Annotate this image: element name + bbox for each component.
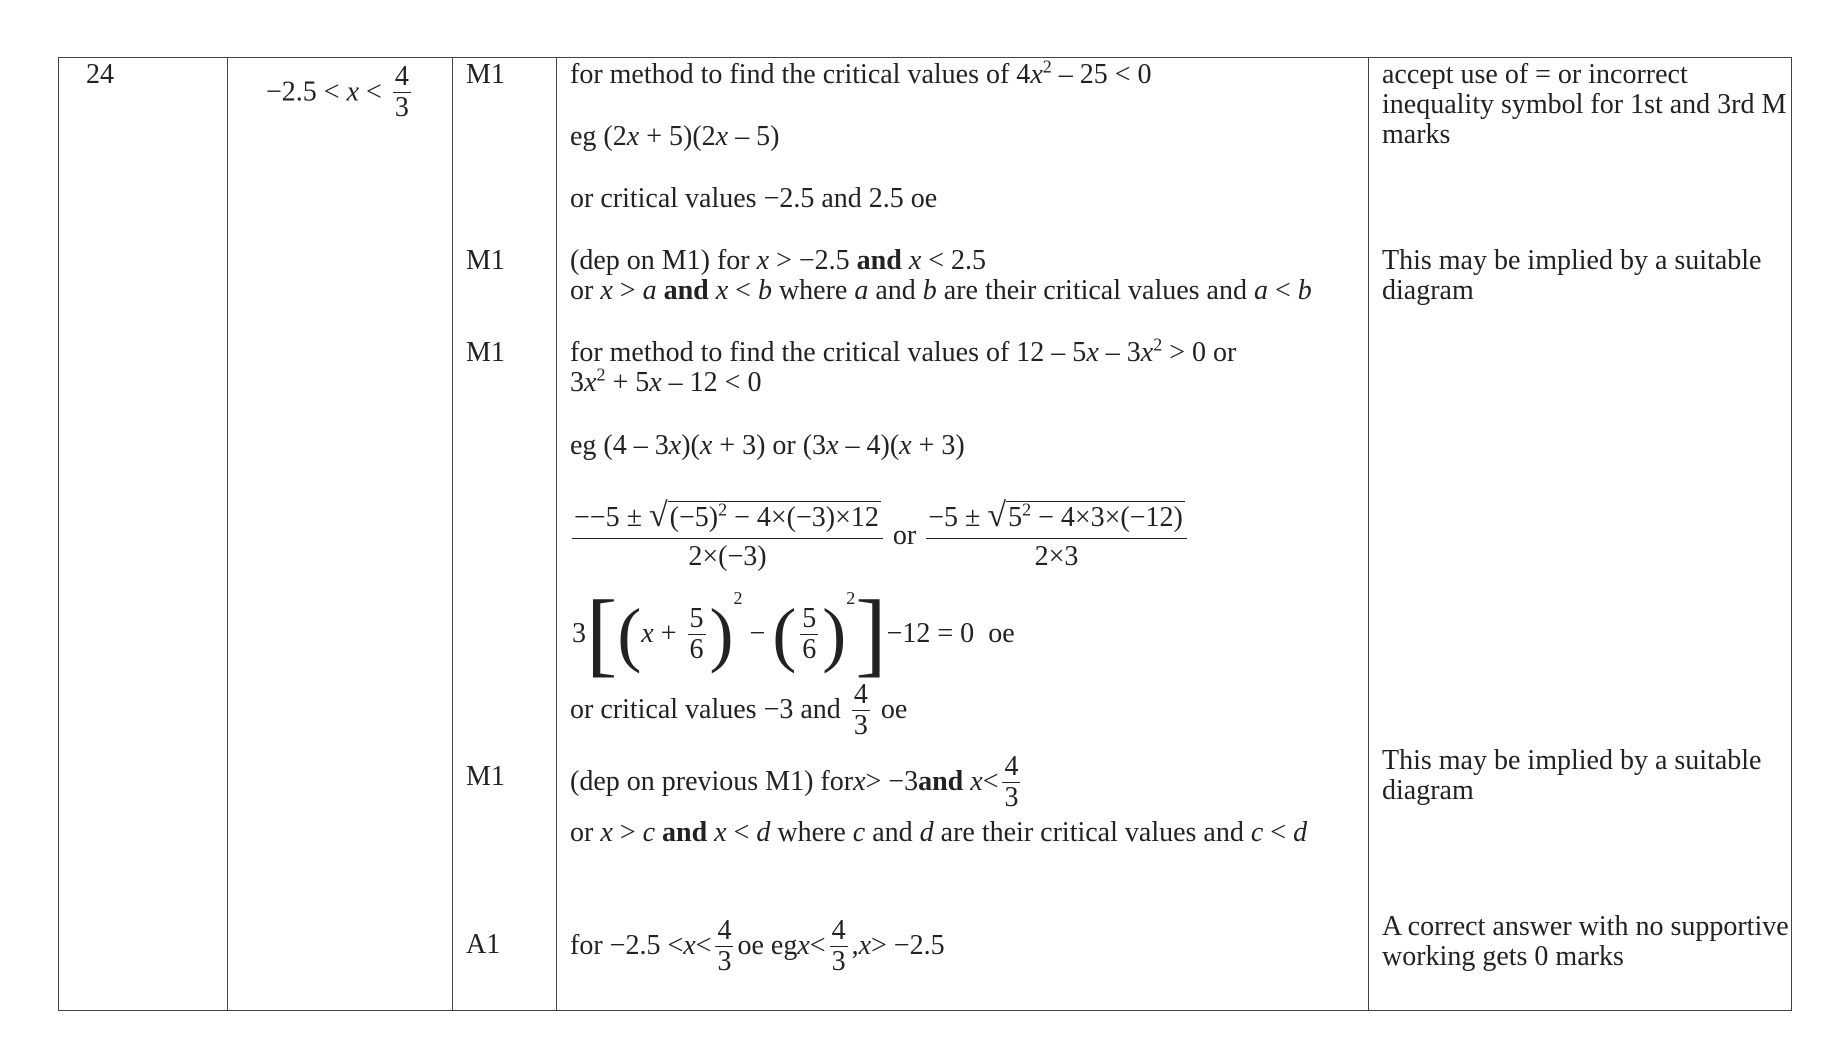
mark-code: A1 (466, 929, 501, 960)
quadratic-formula-working: $\frac{--5 \pm √(-5)^2 - 4\times(-3)\times 12}{2\times(-3)}$ or $\frac{-5 \pm √5^2 - 4\times 3\times(-12)}{2\times 3}$ (572, 498, 1187, 574)
mark-code: M1 (466, 59, 505, 90)
question-number: 24 (86, 59, 114, 90)
answer: −2.5 < x < $\frac{4}{3}$ (266, 61, 409, 123)
column-divider (1368, 57, 1369, 1011)
final-answer-text: for −2.5 < x < $\frac{4}{3}$ oe eg x < $\frac{4}{3}$ , x > −2.5 (570, 914, 945, 977)
method-text: (dep on M1) for x > −2.5 and x < 2.5 (570, 245, 987, 276)
method-text: for method to find the critical values of $4x^2 - 25 < 0$ (570, 56, 1152, 90)
method-text: (dep on previous M1) for x > −3 and x < $\frac{4}{3}$ (570, 750, 1019, 813)
mark-code: M1 (466, 761, 505, 792)
column-divider (556, 57, 557, 1011)
completing-square-working: 3 [ ( x + $\frac{5}{6}$ ) 2 − ( $\frac{5}{6}$ ) 2 ] −12 = 0 oe (572, 582, 1015, 686)
note-text: This may be implied by a suitable (1382, 745, 1762, 776)
note-text: working gets 0 marks (1382, 941, 1624, 972)
note-text: This may be implied by a suitable (1382, 245, 1762, 276)
method-example: eg (2x + 5)(2x – 5) (570, 121, 780, 152)
method-text: for method to find the critical values of $12 - 5x - 3x^2 > 0$ or (570, 334, 1237, 368)
note-text: A correct answer with no supportive (1382, 911, 1789, 942)
note-text: diagram (1382, 775, 1474, 806)
method-text: or x > a and x < b where a and b are their critical values and a < b (570, 275, 1312, 306)
note-text: marks (1382, 119, 1451, 150)
column-divider (452, 57, 453, 1011)
method-example: eg (4 – 3x)(x + 3) or (3x – 4)(x + 3) (570, 430, 965, 461)
critical-values-text: or critical values −3 and $\frac{4}{3}$ oe (570, 678, 908, 741)
note-text: diagram (1382, 275, 1474, 306)
critical-values-text: or critical values −2.5 and 2.5 oe (570, 183, 938, 214)
mark-code: M1 (466, 245, 505, 276)
method-text: or x > c and x < d where c and d are their critical values and c < d (570, 817, 1308, 848)
mark-code: M1 (466, 337, 505, 368)
note-text: accept use of = or incorrect (1382, 59, 1688, 90)
column-divider (227, 57, 228, 1011)
method-text: $3x^2 + 5x - 12 < 0$ (570, 364, 762, 398)
note-text: inequality symbol for 1st and 3rd M (1382, 89, 1787, 120)
